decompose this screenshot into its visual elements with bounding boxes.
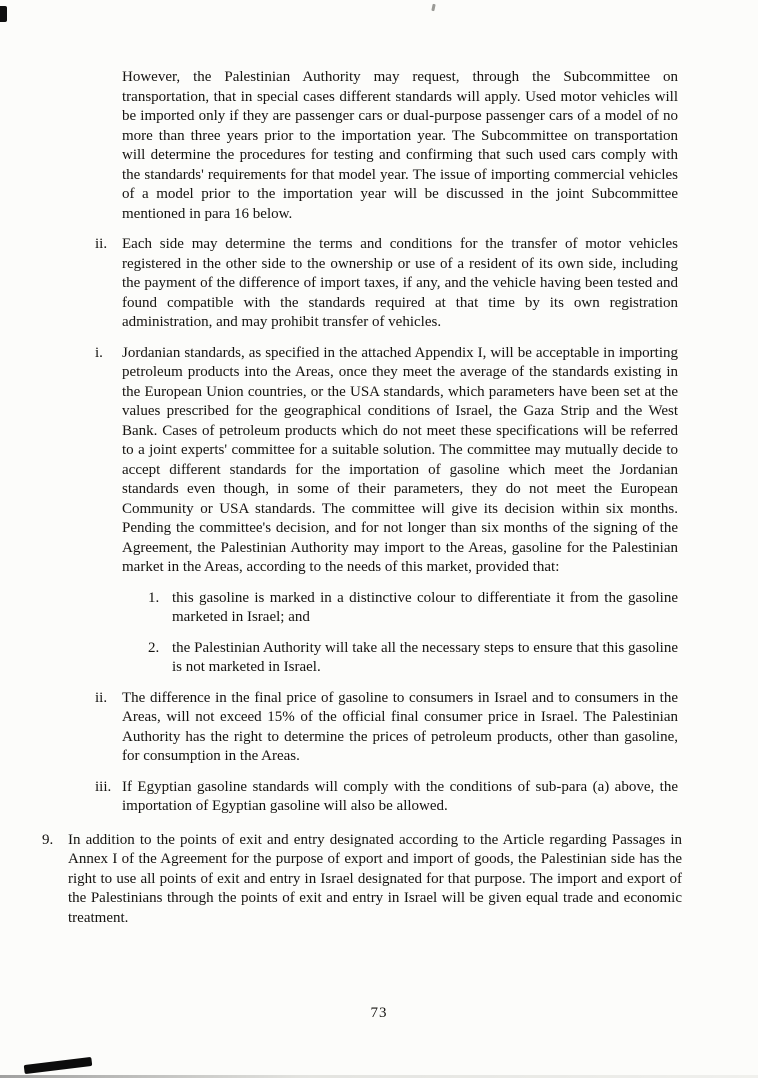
paragraph-text: Each side may determine the terms and conditions for the transfer of motor vehicles registered in the other side to the ownership or use of a resident of its own side, including the payment of the difference of import taxes, if any, and the vehicle having been tested and found compatible with the standards required at that time by its own registration administration, and may prohibit transfer of vehicles. xyxy=(122,236,678,330)
paragraph xyxy=(95,344,678,578)
paragraph-text: In addition to the points of exit and entry designated according to the Article regarding Passages in Annex I of the Agreement for the purpose of export and import of goods, the Palestinian side has the right to use all points of exit and entry in Israel designated for that purpose. The import and export of the Palestinians through the points of exit and entry in Israel will be given equal trade and economic treatment. xyxy=(68,831,682,926)
list-marker: 2. xyxy=(148,639,160,656)
paragraph-text: The difference in the final price of gasoline to consumers in Israel and to consumers in the Areas, will not exceed 15% of the official final consumer price in Israel. The Palestinian Authority has the right to determine the prices of petroleum products, other than gasoline, for consumption in the Areas. xyxy=(122,689,678,764)
scan-artifact-top-center xyxy=(431,4,435,11)
paragraph-text: If Egyptian gasoline standards will comply with the conditions of sub-para (a) above, the importation of Egyptian gasoline will also be allowed. xyxy=(122,778,678,814)
numbered-item xyxy=(148,589,678,628)
list-marker: ii. xyxy=(95,689,108,706)
paragraph xyxy=(95,235,678,333)
scan-artifact-bottom-left xyxy=(24,1057,93,1074)
list-marker: 9. xyxy=(42,831,54,848)
list-marker: 1. xyxy=(148,589,160,606)
page-number: 73 xyxy=(370,1005,388,1021)
paragraph-text: this gasoline is marked in a distinctive colour to differentiate it from the gasoline marketed in Israel; and xyxy=(172,589,678,625)
paragraph-text: However, the Palestinian Authority may request, through the Subcommittee on transportation, that in special cases different standards will apply. Used motor vehicles will be imported only if they are passenger cars or dual-purpose passenger cars of a model of no more than three years prior to the importation year. The Subcommittee on transportation will determine the procedures for testing and confirming that such used cars comply with the standards' requirements for that model year. The issue of importing commercial vehicles of a model prior to the importation year will be discussed in the joint Subcommittee mentioned in para 16 below. xyxy=(122,69,678,222)
list-marker xyxy=(95,68,122,224)
list-marker: i. xyxy=(95,344,103,361)
paragraph xyxy=(42,831,682,929)
paragraph xyxy=(95,68,678,224)
list-marker: iii. xyxy=(95,778,112,795)
paragraph xyxy=(95,778,678,817)
list-marker: ii. xyxy=(95,236,108,252)
numbered-item xyxy=(148,639,678,678)
paragraph-text: the Palestinian Authority will take all the necessary steps to ensure that this gasoline is not marketed in Israel. xyxy=(172,639,678,675)
paragraph-text: Jordanian standards, as specified in the attached Appendix I, will be acceptable in importing petroleum products into the Areas, once they meet the average of the standards existing in the European Union countries, or the USA standards, which parameters have been set at the values prescribed for the geographical conditions of Israel, the Gaza Strip and the West Bank. Cases of petroleum products which do not meet these specifications will be referred to a joint experts' committee for a suitable solution. The committee may mutually decide to accept different standards for the importation of gasoline which meet the Jordanian standards even though, in some of their parameters, they do not meet the European Community or USA standards. The committee will give its decision within six months. Pending the committee's decision, and for not longer than six months of the signing of the Agreement, the Palestinian Authority may import to the Areas, gasoline for the Palestinian market in the Areas, according to the needs of this market, provided that: xyxy=(122,344,678,575)
paragraph xyxy=(95,689,678,767)
scan-artifact-top-left xyxy=(0,6,7,22)
